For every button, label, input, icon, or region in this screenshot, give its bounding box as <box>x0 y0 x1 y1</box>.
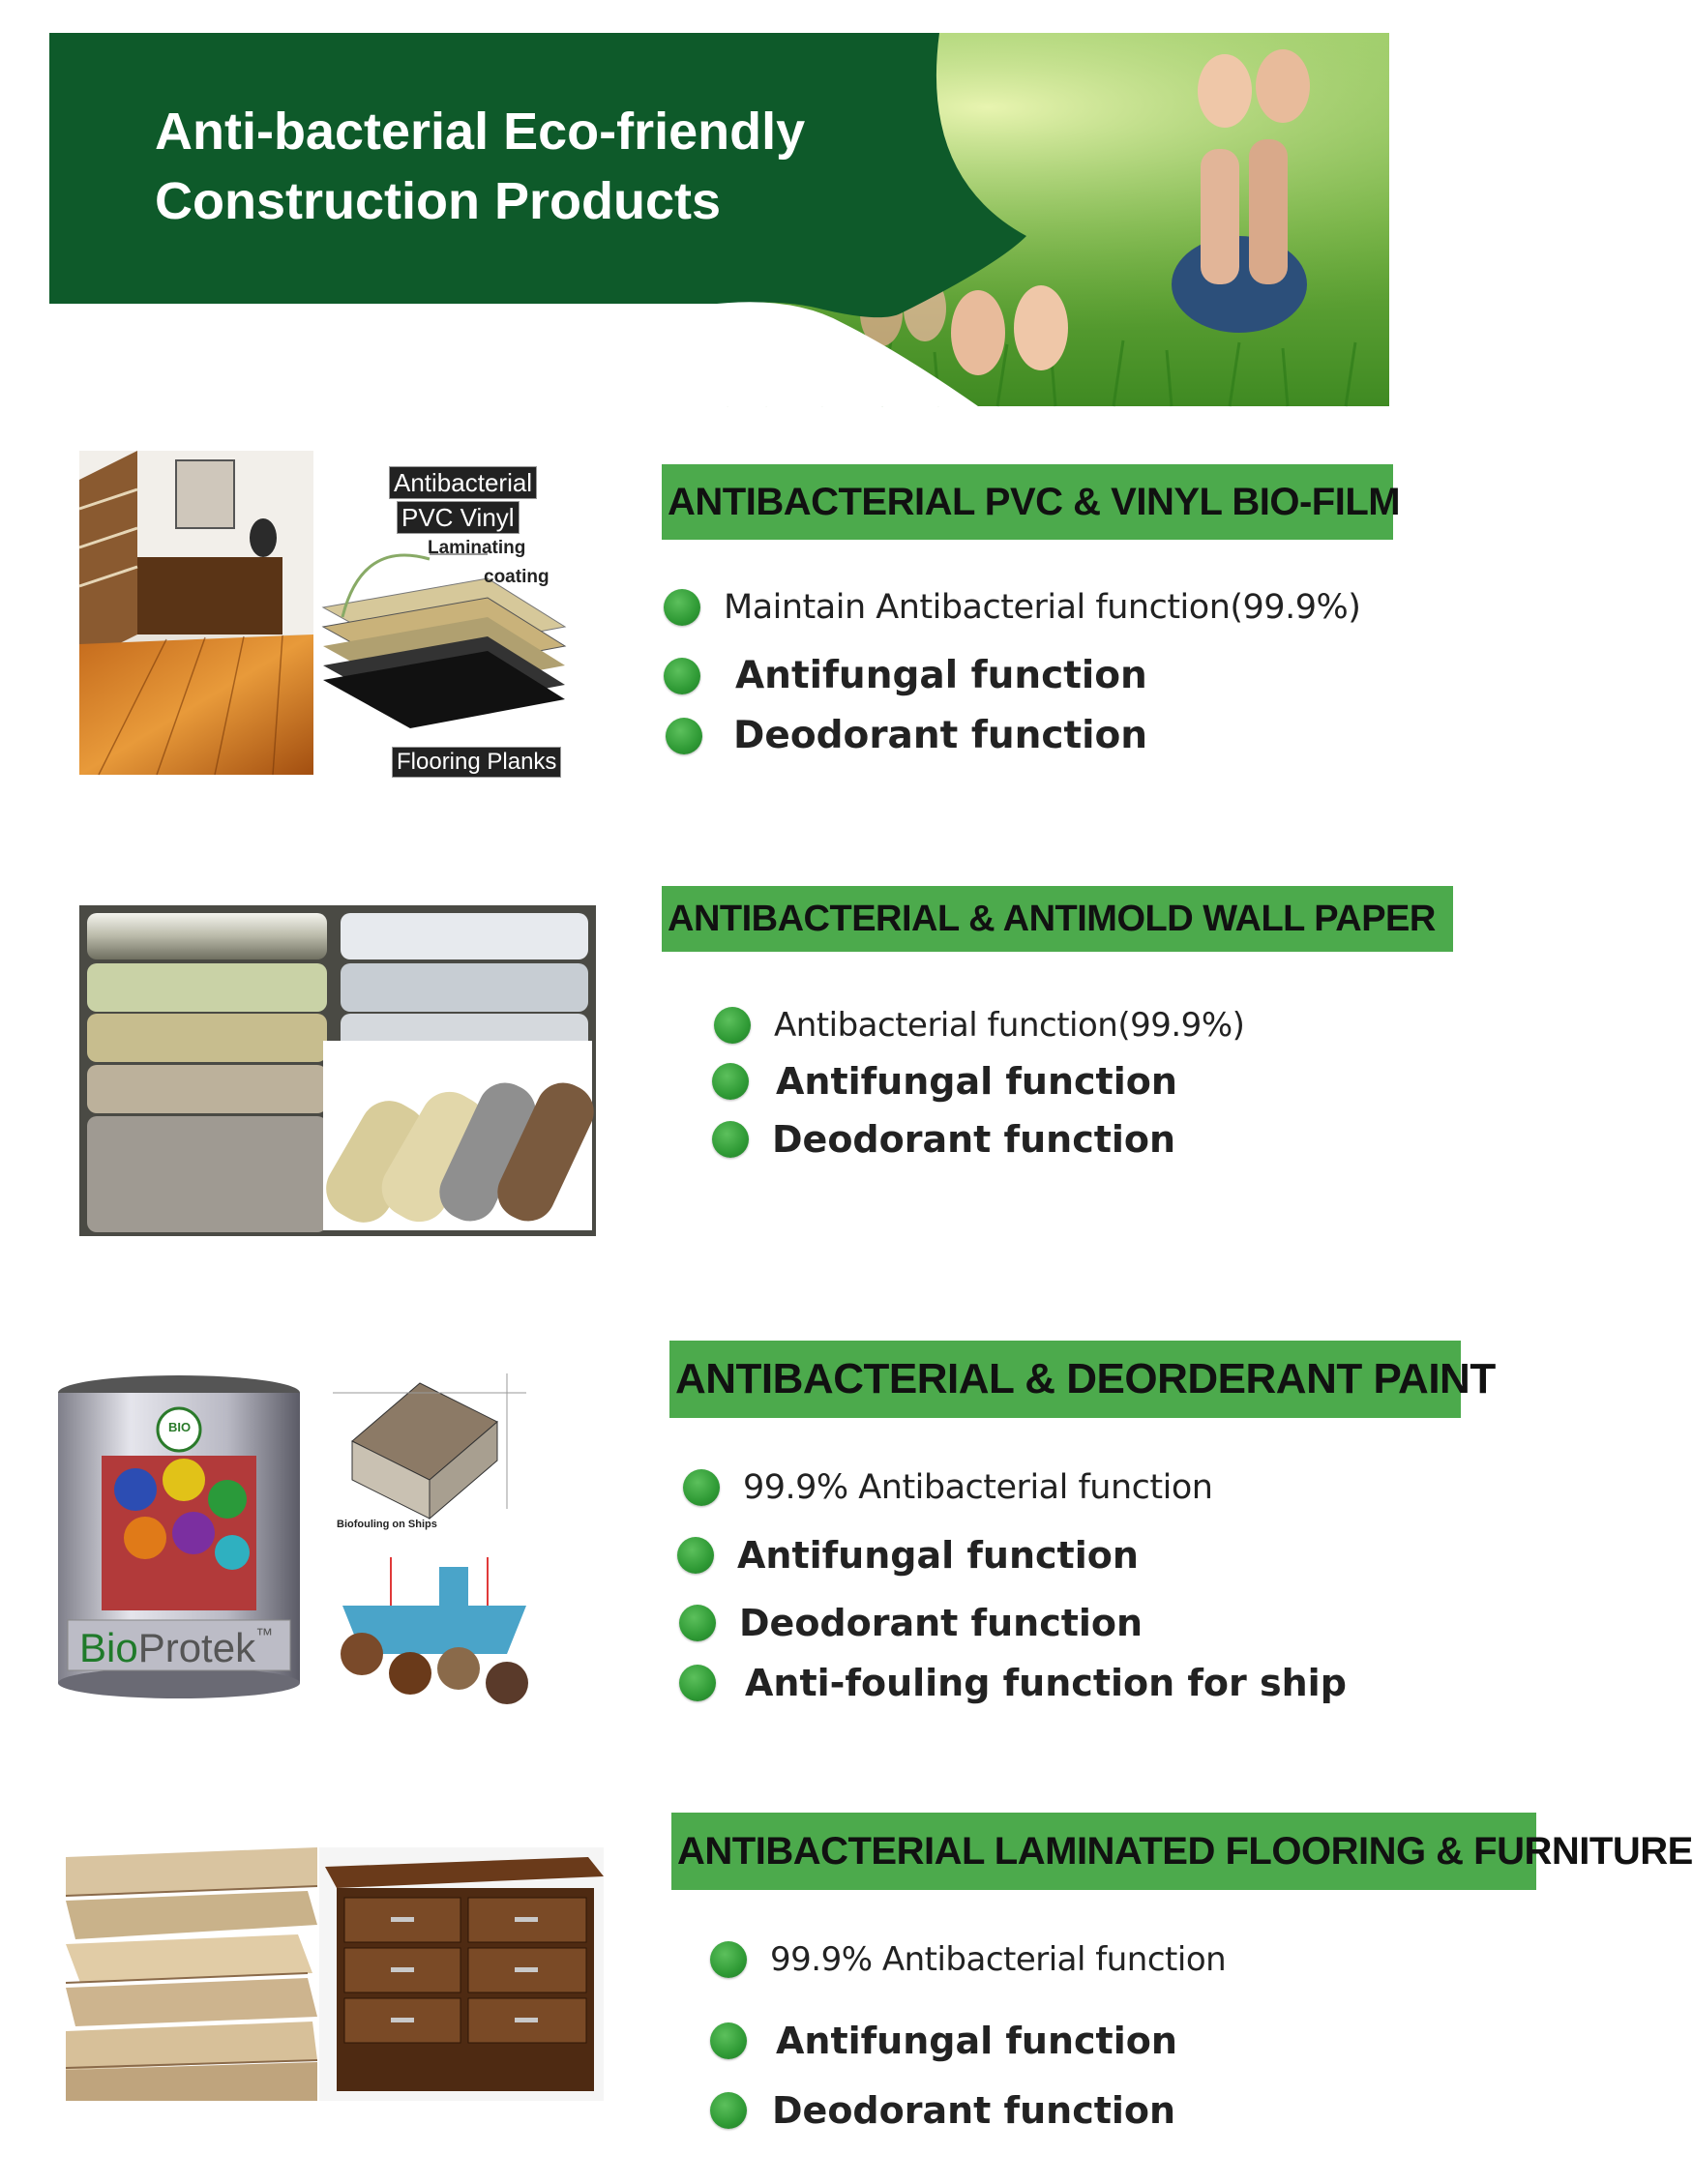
house-ship-diagram <box>333 1364 546 1722</box>
can-badge-text: BIO <box>168 1420 192 1434</box>
feature-item <box>664 588 1360 627</box>
feature-text: Antibacterial function(99.9%) <box>774 1006 1245 1045</box>
feature-text: Deodorant function <box>772 1118 1176 1161</box>
laminated-boards-furniture-photo <box>66 1847 604 2101</box>
feature-item <box>714 1006 1244 1045</box>
feature-item <box>679 1602 1143 1644</box>
heading-pvc-vinyl: ANTIBACTERIAL PVC & VINYL BIO-FILM <box>662 464 1393 540</box>
bullet-dot-icon <box>677 1537 714 1574</box>
feature-text: Anti-fouling function for ship <box>745 1662 1347 1704</box>
feature-text: Deodorant function <box>772 2089 1176 2132</box>
feature-item <box>712 1060 1177 1103</box>
feature-item <box>666 714 1147 757</box>
feature-item <box>664 654 1147 697</box>
bullet-dot-icon <box>664 589 700 626</box>
feature-item <box>683 1468 1212 1507</box>
logo-tm: ™ <box>255 1625 274 1644</box>
feature-text: Maintain Antibacterial function(99.9%) <box>724 588 1361 627</box>
feature-text: Antifungal function <box>776 2020 1177 2062</box>
banner-title-line2: Construction Products <box>155 172 722 230</box>
feature-text: Antifungal function <box>776 1060 1177 1103</box>
feature-item <box>710 2020 1177 2062</box>
label-pvc-vinyl: PVC Vinyl <box>397 501 520 534</box>
feature-text: Antifungal function <box>735 654 1147 697</box>
feature-item <box>677 1534 1139 1577</box>
hero-banner <box>49 33 1389 406</box>
bullet-dot-icon <box>712 1121 749 1158</box>
bullet-dot-icon <box>679 1665 716 1701</box>
bullet-dot-icon <box>710 2022 747 2059</box>
heading-wall-paper: ANTIBACTERIAL & ANTIMOLD WALL PAPER <box>662 886 1453 952</box>
feature-text: 99.9% Antibacterial function <box>770 1940 1227 1979</box>
bullet-dot-icon <box>679 1605 716 1641</box>
logo-bio: Bio <box>79 1625 138 1670</box>
feature-item <box>712 1118 1175 1161</box>
heading-paint: ANTIBACTERIAL & DEORDERANT PAINT <box>669 1341 1461 1418</box>
label-coating: coating <box>484 567 549 587</box>
feature-text: Deodorant function <box>739 1602 1144 1644</box>
wallpaper-rolls-photo <box>79 905 596 1236</box>
label-flooring-planks: Flooring Planks <box>392 747 561 778</box>
feature-text: Deodorant function <box>733 714 1148 757</box>
label-laminating: Laminating <box>428 538 526 558</box>
bioprotek-logo <box>79 1625 273 1671</box>
feature-item <box>679 1662 1347 1704</box>
bullet-dot-icon <box>666 718 702 754</box>
feature-item <box>710 1940 1226 1979</box>
feature-text: 99.9% Antibacterial function <box>743 1468 1213 1507</box>
label-antibacterial: Antibacterial <box>389 466 537 499</box>
bullet-dot-icon <box>710 2092 747 2129</box>
feature-item <box>710 2089 1175 2132</box>
feature-text: Antifungal function <box>737 1534 1139 1577</box>
logo-protek: Protek <box>137 1625 256 1670</box>
bullet-dot-icon <box>683 1469 720 1506</box>
bullet-dot-icon <box>664 658 700 694</box>
heading-laminated: ANTIBACTERIAL LAMINATED FLOORING & FURNITURE <box>671 1813 1536 1890</box>
bullet-dot-icon <box>710 1941 747 1978</box>
room-floor-photo <box>79 451 313 775</box>
bullet-dot-icon <box>712 1063 749 1100</box>
label-biofouling: Biofouling on Ships <box>337 1519 437 1530</box>
banner-title-line1: Anti-bacterial Eco-friendly <box>155 103 806 161</box>
banner-title <box>155 97 805 236</box>
bullet-dot-icon <box>714 1007 751 1044</box>
